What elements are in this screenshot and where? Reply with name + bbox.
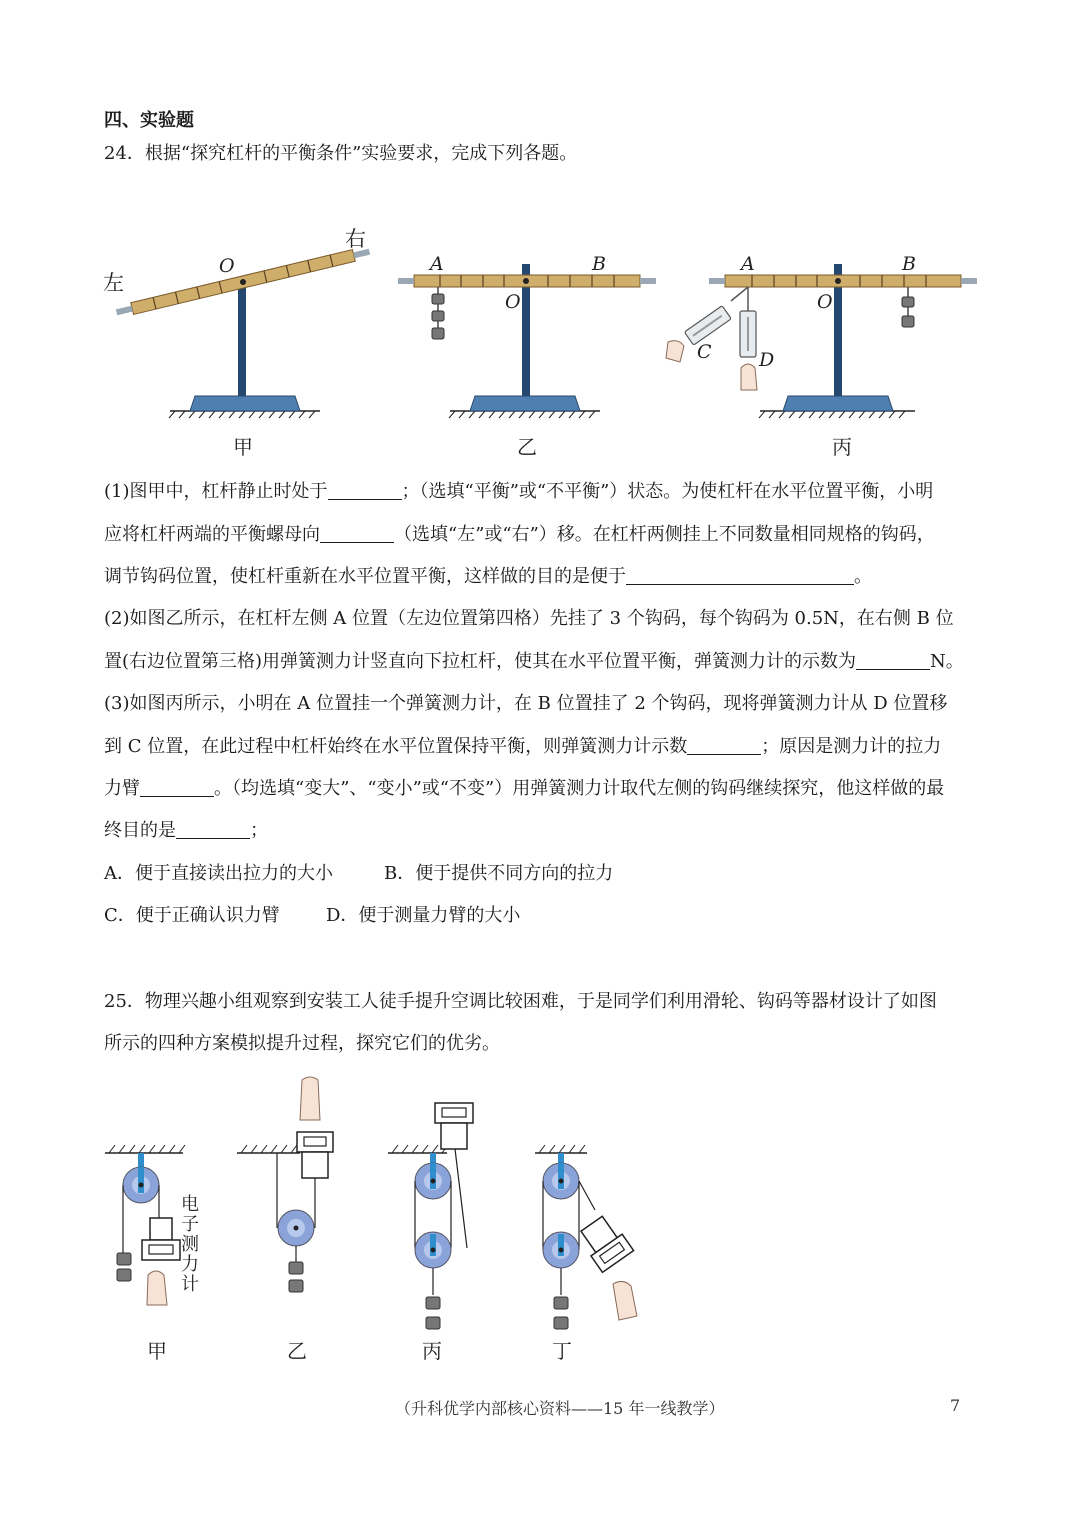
option-B[interactable]: B．便于提供不同方向的拉力 bbox=[384, 863, 614, 884]
q24-p2-line2: 置(右边位置第三格)用弹簧测力计竖直向下拉杠杆，使其在水平位置平衡，弹簧测力计的示数为 N。 bbox=[104, 651, 964, 672]
page-number: 7 bbox=[950, 1396, 961, 1415]
pulley-caption-bing: 丙 bbox=[422, 1339, 442, 1363]
answer-blank-6[interactable] bbox=[140, 778, 214, 797]
q25-stem-line1: 25．物理兴趣小组观察到安装工人徒手提升空调比较困难，于是同学们利用滑轮、钩码等器材设计了如图 bbox=[104, 991, 937, 1012]
label-O-jia: O bbox=[219, 255, 235, 277]
q24-p1-line1: (1)图甲中，杠杆静止时处于 ；（选填“平衡”或“不平衡”）状态。为使杠杆在水平位置平衡，小明 bbox=[104, 481, 934, 502]
label-B-bing: B bbox=[902, 253, 916, 275]
caption-bing: 丙 bbox=[832, 435, 852, 459]
option-A[interactable]: A．便于直接读出拉力的大小 bbox=[104, 863, 333, 884]
label-left: 左 bbox=[103, 271, 124, 295]
pulley-setup-bing bbox=[415, 1103, 473, 1329]
q24-stem: 24．根据“探究杠杆的平衡条件”实验要求，完成下列各题。 bbox=[104, 143, 578, 164]
label-O-bing: O bbox=[817, 291, 833, 313]
pulley-setup-ding bbox=[543, 1153, 637, 1329]
meter-label-3: 测 bbox=[181, 1234, 199, 1255]
q24-p1-line2: 应将杠杆两端的平衡螺母向 （选填“左”或“右”）移。在杠杆两侧挂上不同数量相同规格的钩码， bbox=[104, 524, 935, 545]
label-C-bing: C bbox=[697, 341, 712, 363]
label-B-yi: B bbox=[592, 253, 606, 275]
answer-blank-7[interactable] bbox=[176, 820, 250, 839]
caption-jia: 甲 bbox=[233, 435, 253, 459]
lever-setup-jia bbox=[115, 246, 371, 418]
section-title: 四、实验题 bbox=[104, 110, 194, 131]
meter-label-4: 力 bbox=[181, 1254, 199, 1275]
answer-blank-2[interactable] bbox=[320, 524, 394, 543]
meter-label-1: 电 bbox=[181, 1194, 199, 1215]
caption-yi: 乙 bbox=[517, 435, 537, 459]
lever-figure bbox=[95, 218, 995, 468]
q24-p3-line1: (3)如图丙所示，小明在 A 位置挂一个弹簧测力计，在 B 位置挂了 2 个钩码，现将弹簧测力计从 D 位置移 bbox=[104, 693, 948, 714]
q24-p3-line3: 力臂 。（均选填“变大”、“变小”或“不变”）用弹簧测力计取代左侧的钩码继续探究，他这样做的最 bbox=[104, 778, 945, 799]
label-A-yi: A bbox=[430, 253, 444, 275]
q24-p3-line2: 到 C 位置，在此过程中杠杆始终在水平位置保持平衡，则弹簧测力计示数 ；原因是测力计的拉力 bbox=[104, 736, 942, 757]
pulley-caption-yi: 乙 bbox=[287, 1339, 307, 1363]
pulley-setup-yi bbox=[277, 1077, 333, 1292]
answer-blank-5[interactable] bbox=[687, 736, 761, 755]
answer-blank-3[interactable] bbox=[626, 566, 854, 585]
q24-p1-line3: 调节钩码位置，使杠杆重新在水平位置平衡，这样做的目的是便于 。 bbox=[104, 566, 872, 587]
q24-p3-line4: 终目的是 ； bbox=[104, 820, 268, 841]
pulley-figure bbox=[95, 1070, 655, 1370]
lever-setup-yi bbox=[398, 264, 656, 418]
meter-label-2: 子 bbox=[181, 1214, 199, 1235]
q25-stem-line2: 所示的四种方案模拟提升过程，探究它们的优劣。 bbox=[104, 1033, 500, 1054]
label-A-bing: A bbox=[741, 253, 755, 275]
footer-text: （升科优学内部核心资料——15 年一线教学） bbox=[395, 1399, 725, 1418]
label-D-bing: D bbox=[759, 349, 775, 371]
meter-label-5: 计 bbox=[181, 1274, 199, 1295]
pulley-setup-jia bbox=[117, 1153, 180, 1305]
label-right: 右 bbox=[345, 227, 366, 251]
option-D[interactable]: D．便于测量力臂的大小 bbox=[326, 905, 521, 926]
answer-blank-4[interactable] bbox=[856, 651, 930, 670]
label-O-yi: O bbox=[505, 291, 521, 313]
answer-blank-1[interactable] bbox=[328, 481, 402, 500]
lever-setup-bing bbox=[666, 264, 977, 418]
pulley-caption-jia: 甲 bbox=[147, 1339, 167, 1363]
option-C[interactable]: C．便于正确认识力臂 bbox=[104, 905, 280, 926]
q24-p2-line1: (2)如图乙所示，在杠杆左侧 A 位置（左边位置第四格）先挂了 3 个钩码，每个钩码为 0.5N，在右侧 B 位 bbox=[104, 608, 954, 629]
pulley-caption-ding: 丁 bbox=[552, 1339, 572, 1363]
